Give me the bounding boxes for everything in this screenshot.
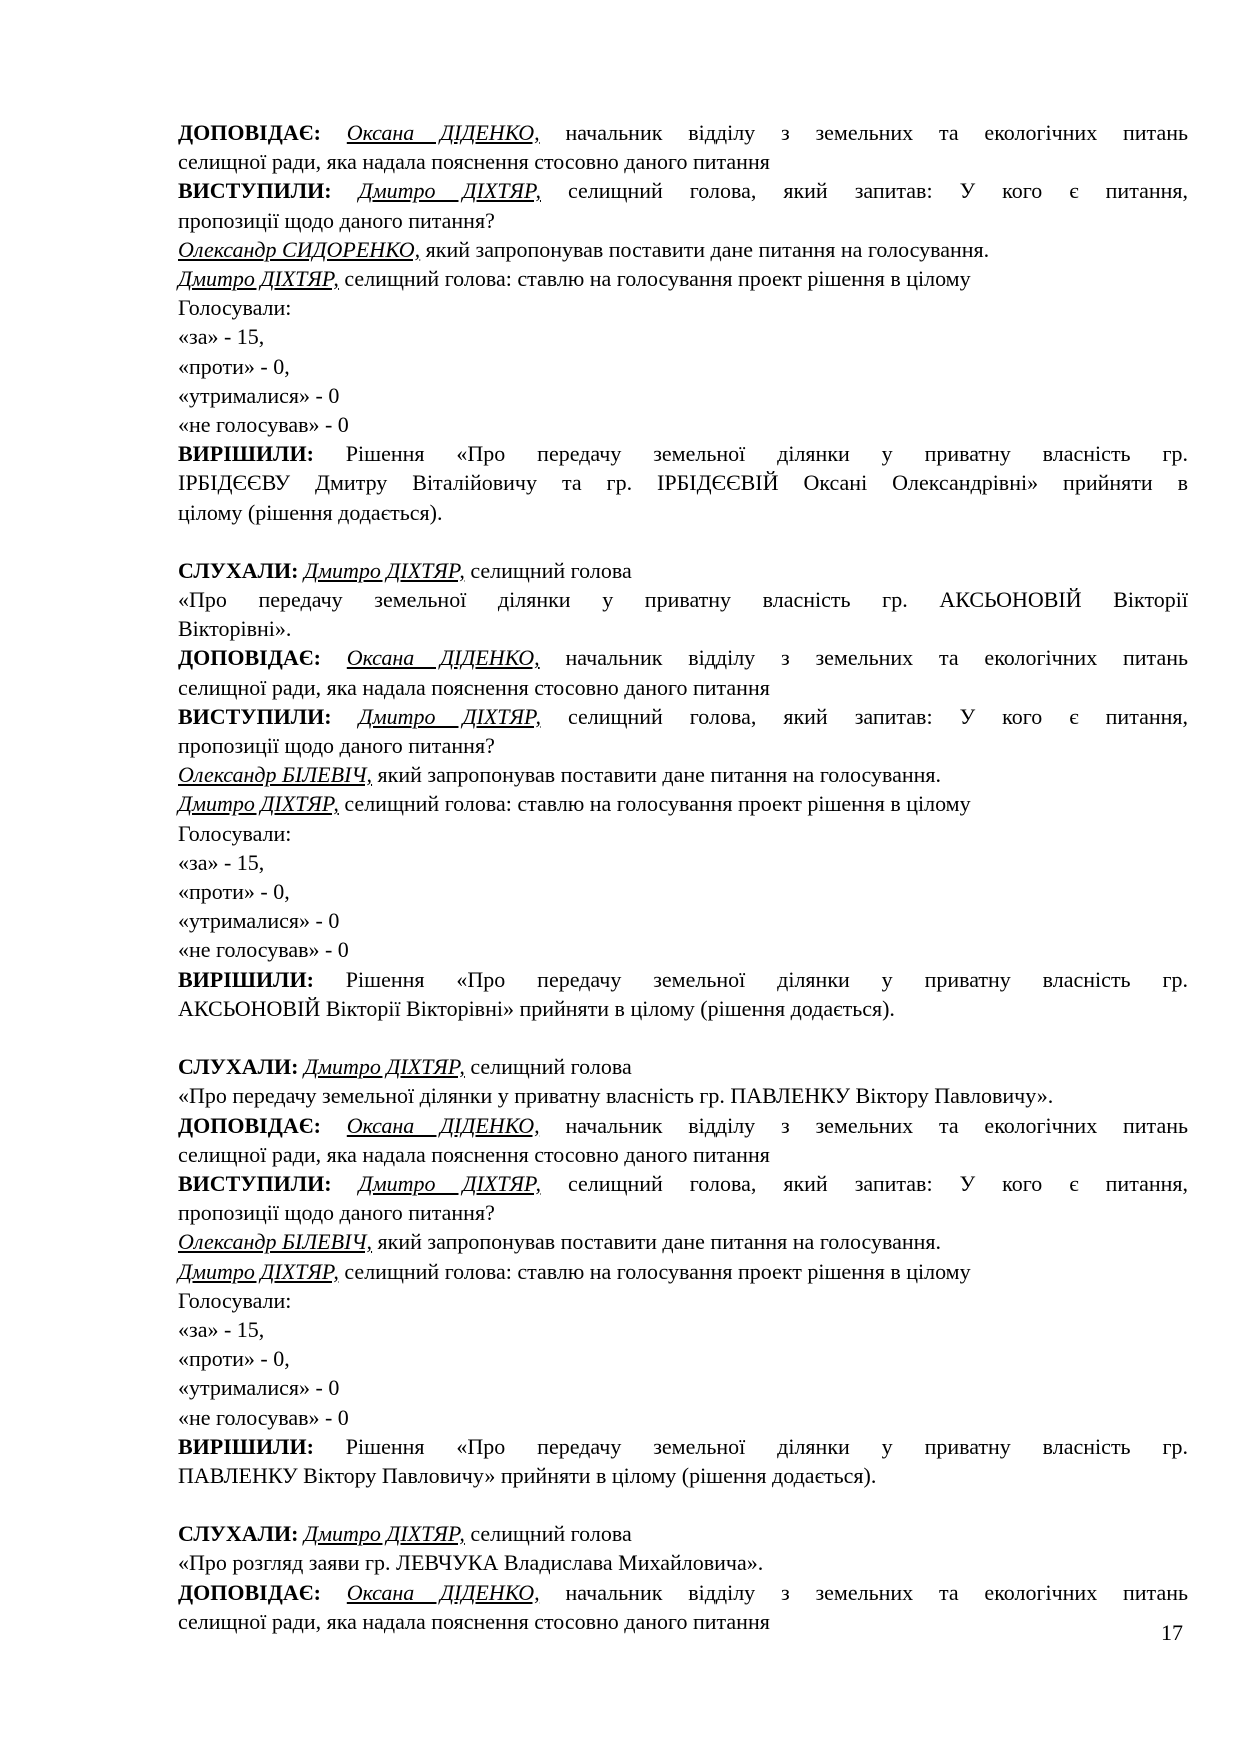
speaker-line	[178, 643, 1188, 672]
name-dikhtiar: Дмитро ДІХТЯР,	[178, 791, 339, 817]
vote-call-text: селищний голова: ставлю на голосування проект рішення в цілому	[338, 791, 971, 817]
proposal-text: який запропонував поставити дане питання на голосування.	[372, 1229, 942, 1255]
name-didenko: Оксана ДІДЕНКО,	[346, 120, 540, 145]
agenda-item-title-cont: Вікторівні».	[178, 616, 292, 642]
name-dikhtiar: Дмитро ДІХТЯР,	[178, 1258, 339, 1284]
agenda-item-title: «Про передачу земельної ділянки у приватну власність гр. АКСЬОНОВІЙ Вікторії	[178, 587, 1188, 613]
vote-call-text: селищний голова: ставлю на голосування проект рішення в цілому	[338, 1258, 971, 1284]
name-dikhtiar: Дмитро ДІХТЯР,	[358, 703, 541, 729]
asked-text-cont: пропозиції щодо даного питання?	[178, 207, 495, 233]
heard-line	[178, 1052, 1188, 1081]
vote-heading: Голосували:	[178, 295, 292, 321]
role-text-cont: селищної ради, яка надала пояснення стосовно даного питання	[178, 149, 770, 175]
page-number: 17	[1161, 1620, 1183, 1645]
vote-against: «проти» - 0,	[178, 879, 290, 905]
vote-heading: Голосували:	[178, 820, 292, 846]
label-slukhaly: СЛУХАЛИ:	[178, 1054, 299, 1080]
vote-abstained: «утрималися» - 0	[178, 1375, 340, 1401]
proposal-text: який запропонував поставити дане питання на голосування.	[372, 762, 942, 788]
label-slukhaly: СЛУХАЛИ:	[178, 557, 299, 583]
vote-call-text: селищний голова: ставлю на голосування проект рішення в цілому	[338, 266, 971, 292]
head-title: селищний голова	[464, 557, 632, 583]
proposal-line	[178, 235, 1188, 264]
decision-text-cont: АКСЬОНОВІЙ Вікторії Вікторівні» прийняти в цілому (рішення додається).	[178, 995, 895, 1021]
role-text: начальник відділу з земельних та екологічних питань	[539, 1112, 1189, 1138]
role-text-cont: селищної ради, яка надала пояснення стосовно даного питання	[178, 1608, 770, 1634]
vote-call-line	[178, 789, 1188, 818]
role-text: начальник відділу з земельних та екологічних питань	[539, 1579, 1189, 1605]
vote-call-line	[178, 264, 1188, 293]
name-didenko: Оксана ДІДЕНКО,	[346, 1579, 540, 1605]
section-gap	[178, 1023, 1188, 1052]
name-dikhtiar: Дмитро ДІХТЯР,	[303, 1521, 465, 1547]
vote-for: «за» - 15,	[178, 324, 265, 350]
name-dikhtiar: Дмитро ДІХТЯР,	[303, 1054, 465, 1080]
speakers-line	[178, 176, 1188, 205]
role-text: начальник відділу з земельних та екологічних питань	[539, 120, 1189, 145]
decision-text: Рішення «Про передачу земельної ділянки у приватну власність гр.	[313, 1433, 1188, 1459]
name-dikhtiar: Дмитро ДІХТЯР,	[358, 178, 541, 204]
decision-text-cont: ПАВЛЕНКУ Віктору Павловичу» прийняти в цілому (рішення додається).	[178, 1462, 877, 1488]
decision-line	[178, 965, 1188, 994]
decision-text: Рішення «Про передачу земельної ділянки у приватну власність гр.	[313, 441, 1188, 467]
asked-text: селищний голова, який запитав: У кого є питання,	[540, 703, 1189, 729]
label-vystupyly: ВИСТУПИЛИ:	[178, 178, 332, 204]
heard-line	[178, 556, 1188, 585]
vote-call-line	[178, 1257, 1188, 1286]
vote-not-voted: «не голосував» - 0	[178, 412, 349, 438]
label-slukhaly: СЛУХАЛИ:	[178, 1521, 299, 1547]
proposal-text: який запропонував поставити дане питання на голосування.	[420, 236, 990, 262]
proposal-line	[178, 760, 1188, 789]
asked-text: селищний голова, який запитав: У кого є питання,	[540, 178, 1189, 204]
section-gap	[178, 527, 1188, 556]
label-vystupyly: ВИСТУПИЛИ:	[178, 1170, 332, 1196]
speaker-line	[178, 118, 1188, 147]
name-dikhtiar: Дмитро ДІХТЯР,	[303, 557, 465, 583]
name-dikhtiar: Дмитро ДІХТЯР,	[358, 1170, 541, 1196]
vote-for: «за» - 15,	[178, 849, 265, 875]
label-vyrishyly: ВИРІШИЛИ:	[178, 441, 314, 467]
speaker-line	[178, 1111, 1188, 1140]
vote-abstained: «утрималися» - 0	[178, 382, 340, 408]
speakers-line	[178, 702, 1188, 731]
vote-abstained: «утрималися» - 0	[178, 908, 340, 934]
decision-text-cont: ІРБІДЄЄВУ Дмитру Віталійовичу та гр. ІРБІДЄЄВІЙ Оксані Олександрівні» прийняти в	[178, 470, 1188, 496]
asked-text-cont: пропозиції щодо даного питання?	[178, 1200, 495, 1226]
label-vystupyly: ВИСТУПИЛИ:	[178, 703, 332, 729]
label-vyrishyly: ВИРІШИЛИ:	[178, 1433, 314, 1459]
label-vyrishyly: ВИРІШИЛИ:	[178, 966, 314, 992]
name-didenko: Оксана ДІДЕНКО,	[346, 645, 540, 671]
decision-line	[178, 1432, 1188, 1461]
decision-line	[178, 439, 1188, 468]
asked-text: селищний голова, який запитав: У кого є питання,	[540, 1170, 1189, 1196]
vote-for: «за» - 15,	[178, 1316, 265, 1342]
name-sydorenko: Олександр СИДОРЕНКО,	[178, 236, 421, 262]
agenda-item-title: «Про розгляд заяви гр. ЛЕВЧУКА Владислава Михайловича».	[178, 1550, 764, 1576]
head-title: селищний голова	[464, 1521, 632, 1547]
section-gap	[178, 1490, 1188, 1519]
vote-not-voted: «не голосував» - 0	[178, 937, 349, 963]
asked-text-cont: пропозиції щодо даного питання?	[178, 733, 495, 759]
decision-text: Рішення «Про передачу земельної ділянки у приватну власність гр.	[313, 966, 1188, 992]
name-dikhtiar: Дмитро ДІХТЯР,	[178, 266, 339, 292]
role-text: начальник відділу з земельних та екологічних питань	[539, 645, 1189, 671]
vote-against: «проти» - 0,	[178, 353, 290, 379]
label-dopovidaie: ДОПОВІДАЄ:	[178, 645, 321, 671]
speaker-line	[178, 1578, 1188, 1607]
vote-not-voted: «не голосував» - 0	[178, 1404, 349, 1430]
label-dopovidaie: ДОПОВІДАЄ:	[178, 1112, 321, 1138]
label-dopovidaie: ДОПОВІДАЄ:	[178, 120, 321, 145]
agenda-item-title: «Про передачу земельної ділянки у приватну власність гр. ПАВЛЕНКУ Віктору Павловичу».	[178, 1083, 1054, 1109]
name-didenko: Оксана ДІДЕНКО,	[346, 1112, 540, 1138]
speakers-line	[178, 1169, 1188, 1198]
document-page	[178, 118, 1188, 1636]
vote-heading: Голосували:	[178, 1287, 292, 1313]
proposal-line	[178, 1227, 1188, 1256]
name-bilevich: Олександр БІЛЕВІЧ,	[178, 1229, 373, 1255]
role-text-cont: селищної ради, яка надала пояснення стосовно даного питання	[178, 1141, 770, 1167]
vote-against: «проти» - 0,	[178, 1346, 290, 1372]
decision-text-end: цілому (рішення додається).	[178, 499, 443, 525]
name-bilevich: Олександр БІЛЕВІЧ,	[178, 762, 373, 788]
role-text-cont: селищної ради, яка надала пояснення стосовно даного питання	[178, 674, 770, 700]
heard-line	[178, 1519, 1188, 1548]
head-title: селищний голова	[464, 1054, 632, 1080]
label-dopovidaie: ДОПОВІДАЄ:	[178, 1579, 321, 1605]
